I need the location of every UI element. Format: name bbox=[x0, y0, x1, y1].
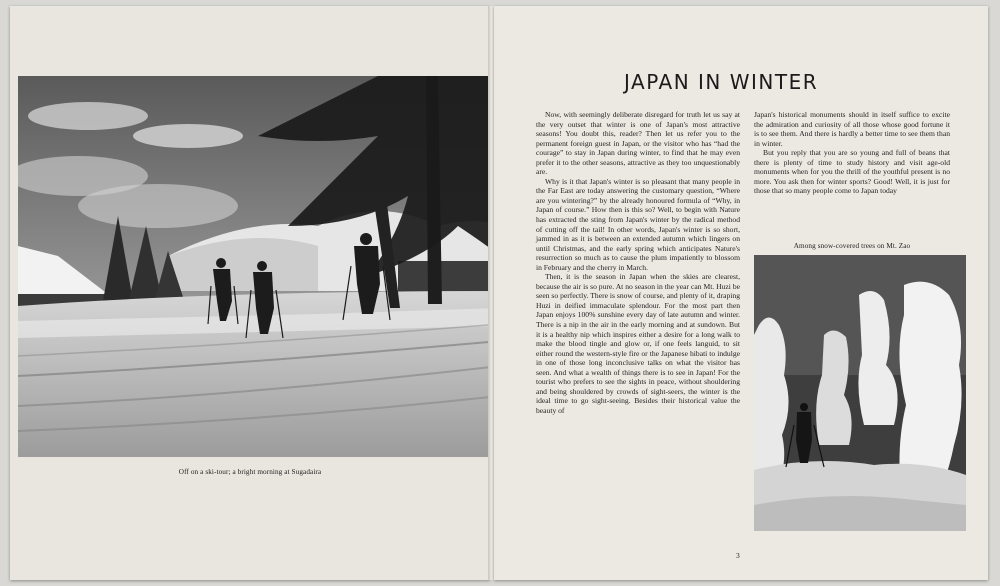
page-number: 3 bbox=[736, 551, 740, 560]
right-page bbox=[494, 6, 988, 580]
snow-trees-photo bbox=[754, 255, 966, 531]
paragraph: But you reply that you are so young and full of beans that there is plenty of time to study history and visit age-old monuments when for you the thrill of the youthful present is no more. You ask then for winter sports? Good! Well, it is just for those that so many people come to Japan today bbox=[754, 148, 950, 196]
left-page bbox=[10, 6, 490, 580]
ski-photo-caption: Off on a ski-tour; a bright morning at Sugadaira bbox=[178, 468, 322, 476]
article-title: JAPAN IN WINTER bbox=[624, 70, 819, 94]
paragraph: Now, with seemingly deliberate disregard for truth let us say at the very outset that winter is one of Japan's most attractive seasons! You doubt this, reader? Then let us refer you to the permanent foreign guest in Japan, or the visitor who has “had the courage” to stay in Japan during winter, to find that he may even prefer it to the other seasons, attractive as they too unquestionably are. bbox=[536, 110, 740, 177]
paragraph: Why is it that Japan's winter is so pleasant that many people in the Far East are today answering the customary question, “Where are you wintering?” by the already honoured formula of “Why, in Japan of course.” How then is this so? Well, to begin with Nature has extracted the sting from Japan's winter by the radical method of cutting off the tail! In other words, Japan's winter is so short, jammed in as it is between an extended autumn which lingers on until Christmas, and the early spring which anticipates Nature's resurrection so much as to cause the plum impatiently to blossom in February and the cherry in March. bbox=[536, 176, 740, 272]
zao-photo-caption: Among snow-covered trees on Mt. Zao bbox=[793, 242, 911, 250]
paragraph: Then, it is the season in Japan when the skies are clearest, because the air is so pure. At no season in the year can Mt. Huzi be seen so perfectly. There is snow of course, and plenty of it, draping Huzi in deified immaculate splendour. For the most part then Japan enjoys 100% sunshine every day of late autumn and winter. There is a nip in the air in the early morning and at sundown. But it is a healthy nip which inspires either a desire for a long walk to make the blood tingle and glow or, if one feels languid, to sit either round the western-style fire or the Japanese hibati to indulge in one of those long inconclusive talks on what the visitor has seen. And what a wealth of things there is to see in Japan! For the tourist who prefers to see the sights in peace, without shouldering and being shouldered by crowds of sight-seers, the winter is the ideal time to go sight-seeing. Besides their historical value the beauty of bbox=[536, 272, 740, 415]
ski-tour-photo bbox=[18, 76, 500, 457]
text-column-2 bbox=[754, 110, 950, 196]
text-column-1 bbox=[536, 110, 740, 416]
paragraph: Japan's historical monuments should in itself suffice to excite the admiration and curiosity of all those whose good fortune it is to see them. And there is hardly a better time to see them than in winter. bbox=[754, 110, 950, 148]
